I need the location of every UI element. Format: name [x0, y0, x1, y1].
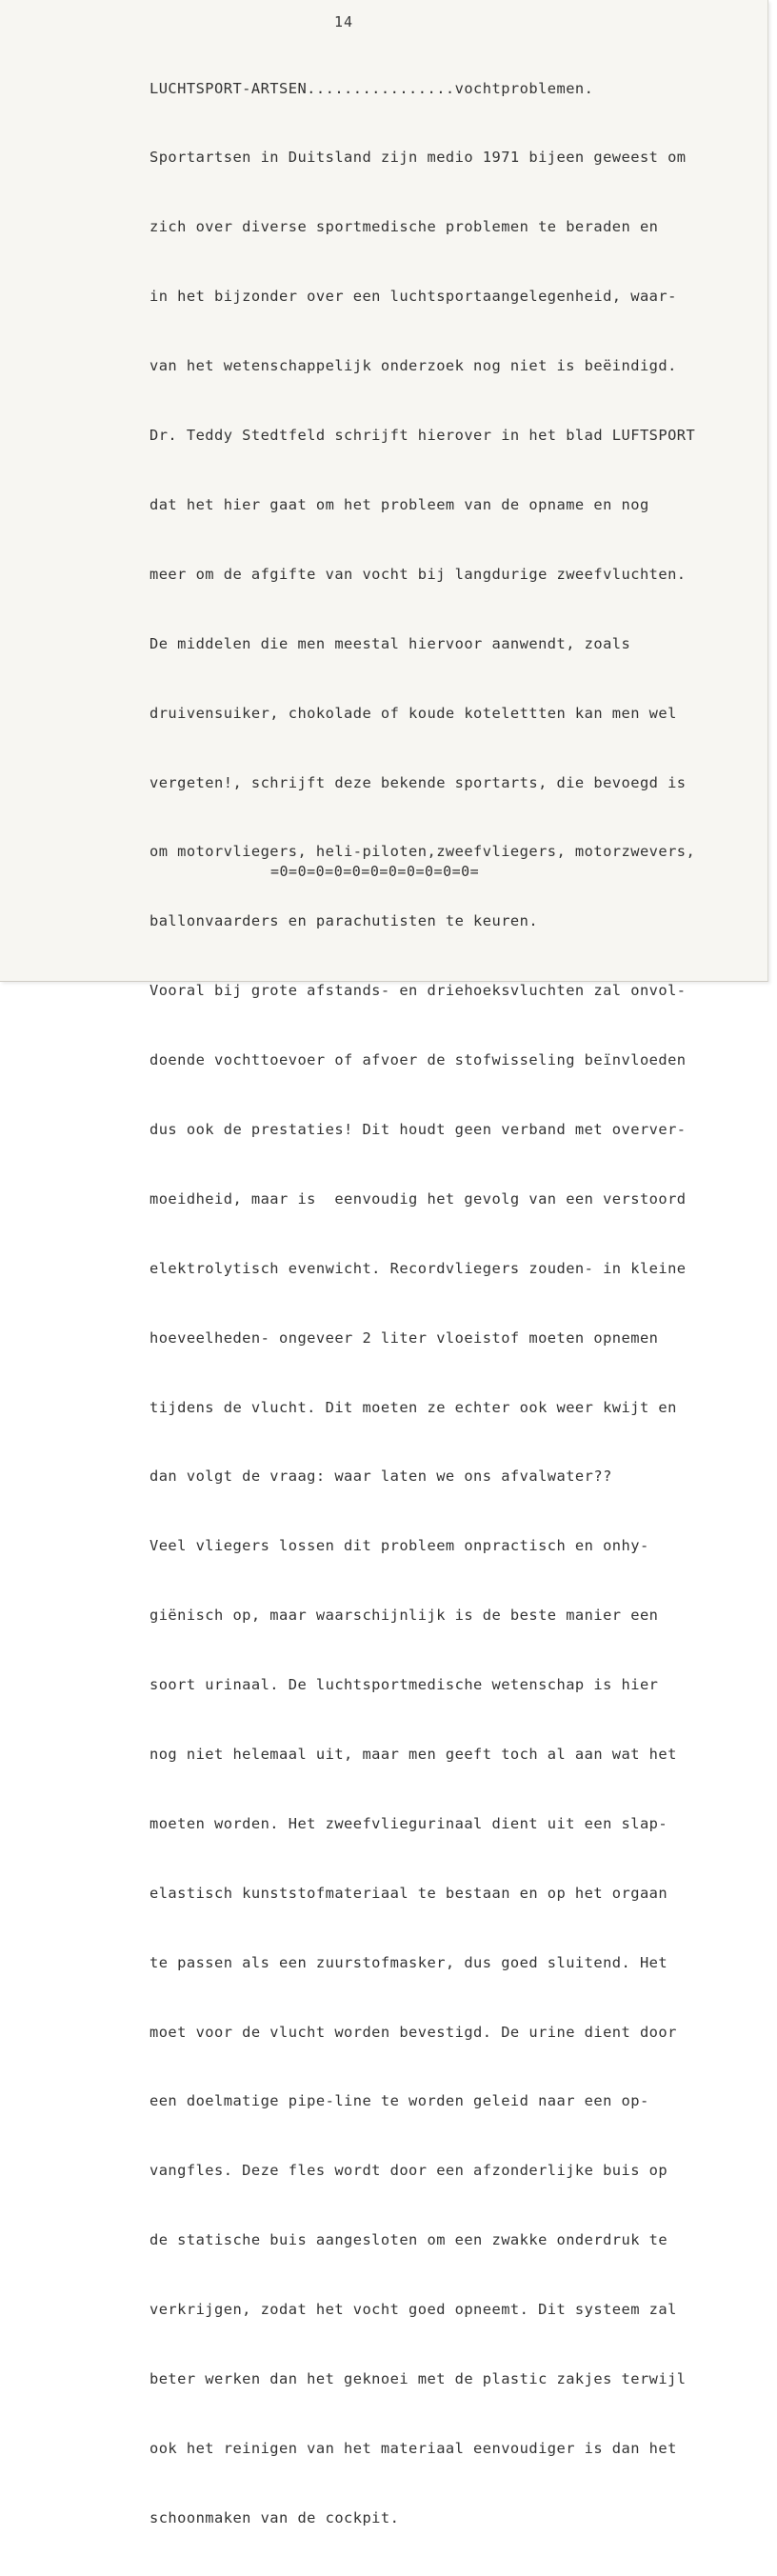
text-line: nog niet helemaal uit, maar men geeft toch al aan wat het [149, 1745, 677, 1763]
text-line: ook het reinigen van het materiaal eenvoudiger is dan het [149, 2439, 677, 2457]
text-line: de statische buis aangesloten om een zwakke onderdruk te [149, 2231, 668, 2249]
text-line: giënisch op, maar waarschijnlijk is de beste manier een [149, 1607, 659, 1625]
text-line: verkrijgen, zodat het vocht goed opneemt. Dit systeem zal [149, 2301, 677, 2319]
text-line: elektrolytisch evenwicht. Recordvliegers zouden- in kleine [149, 1259, 687, 1277]
text-line: meer om de afgifte van vocht bij langdurige zweefvluchten. [149, 565, 687, 583]
text-line: doende vochttoevoer of afvoer de stofwisseling beïnvloeden [149, 1051, 687, 1069]
text-line: moeten worden. Het zweefvliegurinaal dient uit een slap- [149, 1814, 668, 1832]
text-line: dat het hier gaat om het probleem van de opname en nog [149, 495, 649, 513]
text-line: dan volgt de vraag: waar laten we ons afvalwater?? [149, 1468, 612, 1486]
text-line: schoonmaken van de cockpit. [149, 2508, 400, 2526]
text-line: om motorvliegers, heli-piloten,zweefvliegers, motorzwevers, [149, 843, 696, 861]
text-line: hoeveelheden- ongeveer 2 liter vloeistof moeten opnemen [149, 1328, 659, 1347]
text-line: soort urinaal. De luchtsportmedische wetenschap is hier [149, 1676, 659, 1694]
article-body [149, 30, 759, 2576]
text-line: zich over diverse sportmedische problemen te beraden en [149, 218, 659, 236]
text-line: vergeten!, schrijft deze bekende sportarts, die bevoegd is [149, 773, 687, 791]
text-line: moet voor de vlucht worden bevestigd. De urine dient door [149, 2023, 677, 2041]
text-line: vangfles. Deze fles wordt door een afzonderlijke buis op [149, 2162, 668, 2180]
text-line: een doelmatige pipe-line te worden geleid naar een op- [149, 2092, 649, 2110]
text-line: tijdens de vlucht. Dit moeten ze echter ook weer kwijt en [149, 1398, 677, 1416]
text-line: elastisch kunststofmateriaal te bestaan en op het orgaan [149, 1884, 668, 1902]
text-line: Veel vliegers lossen dit probleem onpractisch en onhy- [149, 1537, 649, 1555]
text-line: te passen als een zuurstofmasker, dus goed sluitend. Het [149, 1953, 668, 1971]
text-line: beter werken dan het geknoei met de plastic zakjes terwijl [149, 2369, 687, 2387]
text-line: druivensuiker, chokolade of koude kotelettten kan men wel [149, 704, 677, 722]
text-line: dus ook de prestaties! Dit houdt geen verband met overver- [149, 1120, 687, 1138]
text-line: De middelen die men meestal hiervoor aanwendt, zoals [149, 634, 631, 652]
text-line: moeidheid, maar is eenvoudig het gevolg van een verstoord [149, 1189, 687, 1208]
text-line: ballonvaarders en parachutisten te keuren. [149, 912, 539, 930]
text-line: Sportartsen in Duitsland zijn medio 1971 bijeen geweest om [149, 149, 687, 167]
text-line: in het bijzonder over een luchtsportaangelegenheid, waar- [149, 288, 677, 306]
page-number: 14 [334, 13, 354, 30]
text-line: Vooral bij grote afstands- en driehoeksvluchten zal onvol- [149, 982, 687, 1000]
text-line: LUCHTSPORT-ARTSEN................vochtproblemen. [149, 79, 594, 97]
text-line: Dr. Teddy Stedtfeld schrijft hierover in het blad LUFTSPORT [149, 427, 696, 445]
text-line: van het wetenschappelijk onderzoek nog niet is beëindigd. [149, 357, 677, 375]
end-separator: =0=0=0=0=0=0=0=0=0=0=0= [270, 863, 480, 880]
